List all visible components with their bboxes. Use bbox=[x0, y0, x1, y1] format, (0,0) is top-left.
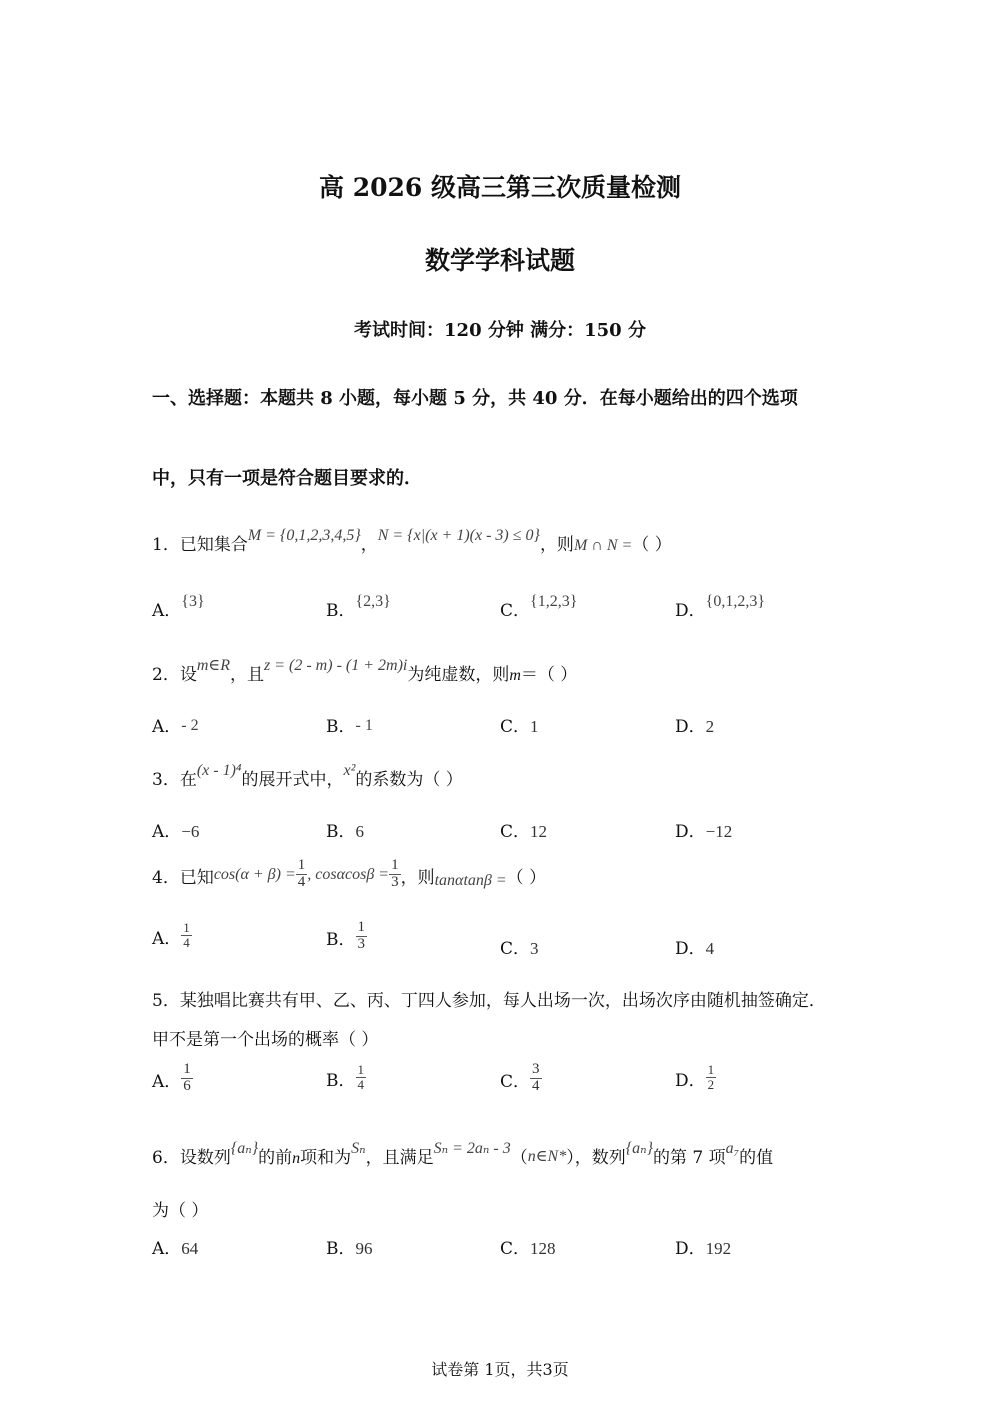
option-value: {0,1,2,3} bbox=[705, 593, 765, 610]
q2-mid1: ，且 bbox=[230, 665, 264, 685]
q6-option-d[interactable] bbox=[675, 1234, 731, 1259]
q6-paren-open: （ bbox=[510, 1148, 528, 1168]
q3-suffix: 的系数为（ ） bbox=[355, 770, 463, 790]
option-label: D． bbox=[675, 1239, 706, 1259]
frac-denominator: 4 bbox=[183, 935, 190, 950]
q1-mid: ，则 bbox=[539, 535, 574, 555]
q1-option-a[interactable] bbox=[152, 593, 205, 621]
q3-options bbox=[152, 817, 872, 857]
option-value: - 1 bbox=[355, 717, 373, 734]
q1-option-b[interactable] bbox=[326, 593, 391, 621]
frac-numerator: 1 bbox=[707, 1062, 715, 1078]
option-fraction bbox=[706, 1063, 717, 1091]
q2-options bbox=[152, 712, 872, 752]
option-value: −12 bbox=[705, 822, 733, 841]
q4-option-b[interactable] bbox=[326, 919, 367, 957]
option-value: {2,3} bbox=[355, 593, 391, 610]
q3-expr: (x - 1)⁴ bbox=[196, 762, 242, 779]
q3-mid: 的展开式中， bbox=[241, 770, 344, 790]
q6-prefix: 6．设数列 bbox=[152, 1148, 231, 1168]
option-value: 4 bbox=[705, 939, 715, 958]
q1-suffix: （ ） bbox=[632, 535, 672, 555]
question-1 bbox=[152, 527, 672, 555]
q2-var: m bbox=[509, 667, 521, 684]
frac-numerator: 1 bbox=[297, 857, 306, 873]
q5-option-b[interactable] bbox=[326, 1062, 366, 1096]
q1-options bbox=[152, 593, 872, 636]
question-4 bbox=[152, 857, 547, 895]
q2-mid2: 为纯虚数，则 bbox=[407, 665, 510, 685]
q6-seq: {aₙ} bbox=[230, 1140, 259, 1157]
q6-suffix: 的值 bbox=[739, 1148, 774, 1168]
q2-option-d[interactable] bbox=[675, 712, 714, 737]
option-value: −6 bbox=[181, 822, 200, 841]
question-5-line2: 甲不是第一个出场的概率（ ） bbox=[152, 1030, 379, 1050]
option-label: A． bbox=[152, 1239, 182, 1259]
q6-mid1: 的前 bbox=[258, 1148, 293, 1168]
option-label: D． bbox=[675, 717, 706, 737]
q1-set-m: M = {0,1,2,3,4,5} bbox=[247, 527, 361, 544]
option-label: B． bbox=[326, 1239, 356, 1259]
q6-mid2: 项和为 bbox=[300, 1148, 352, 1168]
frac-numerator: 1 bbox=[391, 857, 399, 873]
exam-info: 考试时间：120 分钟 满分：150 分 bbox=[354, 320, 646, 341]
option-label: C． bbox=[500, 1071, 531, 1092]
section-heading-line2: 中，只有一项是符合题目要求的． bbox=[152, 468, 422, 489]
q6-n: n bbox=[292, 1150, 301, 1167]
option-label: C． bbox=[500, 1239, 531, 1259]
q4-suffix: （ ） bbox=[506, 867, 547, 888]
section-heading-line1: 一、选择题：本题共 8 小题，每小题 5 分，共 40 分．在每小题给出的四个选项 bbox=[152, 388, 798, 409]
frac-numerator: 1 bbox=[357, 1062, 364, 1078]
option-label: A． bbox=[152, 601, 182, 621]
q3-option-c[interactable] bbox=[500, 817, 547, 842]
option-label: B． bbox=[326, 717, 356, 737]
option-fraction bbox=[356, 920, 368, 953]
q6-option-b[interactable] bbox=[326, 1234, 373, 1259]
frac-denominator: 4 bbox=[357, 1077, 364, 1092]
frac-numerator: 3 bbox=[532, 1061, 540, 1077]
q4-prefix: 4．已知 bbox=[152, 867, 214, 888]
q4-mid: ，则 bbox=[400, 867, 435, 888]
q5-option-d[interactable] bbox=[675, 1062, 716, 1096]
q6-sn: Sₙ bbox=[351, 1140, 366, 1157]
frac-denominator: 4 bbox=[297, 873, 306, 890]
frac-denominator: 2 bbox=[707, 1077, 715, 1092]
q1-expr: M ∩ N = bbox=[573, 537, 633, 554]
option-label: B． bbox=[326, 929, 356, 950]
option-fraction bbox=[530, 1062, 542, 1095]
option-label: C． bbox=[500, 822, 531, 842]
q1-set-n: N = {x|(x + 1)(x - 3) ≤ 0} bbox=[377, 527, 540, 544]
frac-denominator: 6 bbox=[183, 1077, 191, 1094]
q4-expr: tanαtanβ = bbox=[434, 871, 507, 889]
option-value: 2 bbox=[705, 717, 715, 736]
question-3 bbox=[152, 762, 463, 790]
q6-cond: Sₙ = 2aₙ - 3 bbox=[433, 1140, 511, 1157]
q4-options bbox=[152, 919, 872, 964]
q4-option-a[interactable] bbox=[152, 920, 192, 954]
option-fraction bbox=[181, 921, 192, 949]
q2-suffix: ＝（ ） bbox=[520, 665, 578, 685]
option-label: D． bbox=[675, 939, 706, 959]
option-value: 12 bbox=[530, 822, 548, 841]
option-value: - 2 bbox=[181, 717, 199, 734]
question-6 bbox=[152, 1140, 774, 1168]
frac-numerator: 1 bbox=[357, 919, 365, 935]
option-value: {1,2,3} bbox=[530, 593, 578, 610]
option-label: D． bbox=[675, 1071, 706, 1091]
exam-title: 高 2026 级高三第三次质量检测 bbox=[319, 173, 681, 202]
option-fraction bbox=[356, 1063, 367, 1091]
page-footer: 试卷第 1页，共3页 bbox=[431, 1360, 569, 1379]
q4-option-d[interactable] bbox=[675, 934, 714, 959]
q4-cond2: , cosαcosβ = bbox=[307, 865, 390, 883]
q2-m-in-r: m∈R bbox=[196, 657, 230, 674]
option-value: 192 bbox=[705, 1239, 732, 1258]
option-value: 96 bbox=[355, 1239, 373, 1258]
q2-z-expr: z = (2 - m) - (1 + 2m)i bbox=[264, 657, 408, 674]
q2-option-b[interactable] bbox=[326, 712, 373, 737]
option-value: 64 bbox=[181, 1239, 199, 1258]
option-label: A． bbox=[152, 717, 182, 737]
q2-option-c[interactable] bbox=[500, 712, 539, 737]
option-label: D． bbox=[675, 601, 706, 621]
question-2 bbox=[152, 657, 578, 685]
option-label: B． bbox=[326, 822, 356, 842]
option-label: A． bbox=[152, 929, 182, 949]
q5-options bbox=[152, 1061, 872, 1106]
question-5-line1: 5．某独唱比赛共有甲、乙、丙、丁四人参加，每人出场一次，出场次序由随机抽签确定． bbox=[152, 991, 826, 1011]
q6-paren-close: ），数列 bbox=[566, 1148, 626, 1168]
q5-option-c[interactable] bbox=[500, 1061, 542, 1099]
q2-prefix: 2．设 bbox=[152, 665, 197, 685]
q4-cond1: cos(α + β) = bbox=[213, 865, 296, 883]
exam-subtitle: 数学学科试题 bbox=[424, 246, 575, 275]
q6-mid4: 的第 7 项 bbox=[652, 1148, 726, 1168]
option-value: 6 bbox=[355, 822, 364, 841]
q1-prefix: 1．已知集合 bbox=[152, 535, 248, 555]
q4-frac1 bbox=[296, 858, 308, 891]
q1-sep: ， bbox=[360, 535, 378, 555]
q6-option-c[interactable] bbox=[500, 1234, 556, 1259]
q3-option-b[interactable] bbox=[326, 817, 364, 842]
q3-prefix: 3．在 bbox=[152, 770, 197, 790]
q6-seq2: {aₙ} bbox=[625, 1140, 653, 1157]
option-label: C． bbox=[500, 717, 531, 737]
q6-mid3: ，且满足 bbox=[365, 1148, 434, 1168]
option-label: A． bbox=[152, 1071, 182, 1092]
q4-frac2 bbox=[389, 858, 401, 891]
option-label: D． bbox=[675, 822, 706, 842]
q3-term: x² bbox=[343, 762, 356, 779]
option-value: 1 bbox=[530, 717, 539, 736]
option-label: A． bbox=[152, 822, 182, 842]
question-6-line2: 为（ ） bbox=[152, 1201, 209, 1221]
option-fraction bbox=[181, 1062, 193, 1095]
frac-numerator: 1 bbox=[183, 920, 190, 936]
option-value: 3 bbox=[530, 939, 539, 958]
option-value: 128 bbox=[530, 1239, 556, 1258]
frac-numerator: 1 bbox=[183, 1061, 191, 1077]
option-label: B． bbox=[326, 601, 356, 621]
q6-options bbox=[152, 1234, 872, 1274]
frac-denominator: 3 bbox=[357, 935, 365, 952]
frac-denominator: 3 bbox=[391, 873, 399, 890]
q1-option-d[interactable] bbox=[675, 593, 765, 621]
q6-option-a[interactable] bbox=[152, 1234, 198, 1259]
q4-option-c[interactable] bbox=[500, 934, 539, 959]
q6-a7: a₇ bbox=[725, 1140, 740, 1157]
q3-option-a[interactable] bbox=[152, 817, 199, 842]
q2-option-a[interactable] bbox=[152, 712, 199, 737]
q5-option-a[interactable] bbox=[152, 1061, 193, 1099]
q1-option-c[interactable] bbox=[500, 593, 578, 621]
option-value: {3} bbox=[181, 593, 205, 610]
option-label: C． bbox=[500, 939, 531, 959]
frac-denominator: 4 bbox=[532, 1077, 540, 1094]
q3-option-d[interactable] bbox=[675, 817, 732, 842]
q6-n-in-n: n∈N* bbox=[527, 1148, 567, 1165]
option-label: B． bbox=[326, 1071, 356, 1091]
option-label: C． bbox=[500, 601, 531, 621]
